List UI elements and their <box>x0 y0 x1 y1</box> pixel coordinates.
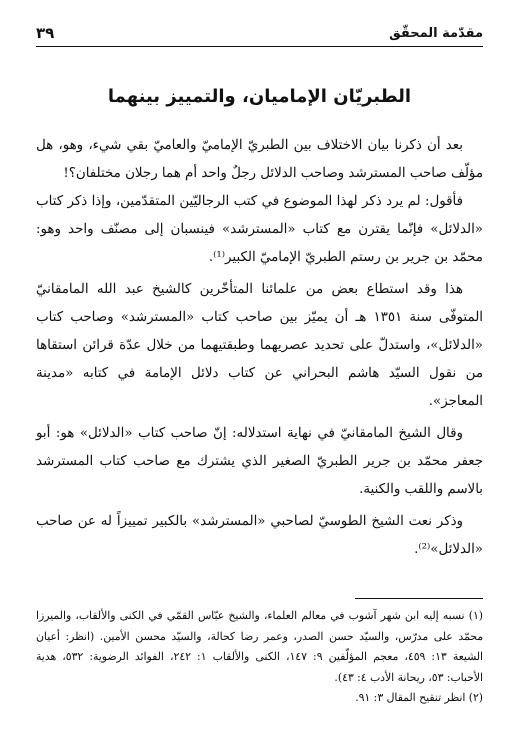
page-header <box>36 24 483 47</box>
paragraph: وقال الشيخ المامقانيّ في نهاية استدلاله: إنّ صاحب كتاب «الدلائل» هو: أبو جعفر محمّد بن جرير الطبريّ الصغير الذي يشترك مع صاحب كتاب المسترشد بالاسم واللقب والكنية. <box>36 426 483 497</box>
running-title: مقدّمة المحقّق <box>389 26 483 41</box>
paragraph: بعد أن ذكرنا بيان الاختلاف بين الطبريّ الإماميّ والعاميّ بقي شيء، وهو، هل مؤلّف صاحب المسترشد وصاحب الدلائل رجلٌ واحد أم هما رجلان مختلفان؟! <box>36 138 483 181</box>
body-text <box>36 132 483 564</box>
chapter-title: الطبريّان الإماميان، والتمييز بينهما <box>107 86 412 107</box>
footnote-divider <box>355 598 483 599</box>
paragraph: فأقول: لم يرد ذكر لهذا الموضوع في كتب الرجاليّين المتقدّمين، وإذا ذكر كتاب «الدلائل» فإنّما يقترن مع كتاب «المسترشد» فينسبان إلى مصنّف واحد وهو: محمّد بن جرير بن رستم الطبريّ الإماميّ الكبير⁽¹⁾. <box>36 194 483 265</box>
paragraph: هذا وقد استطاع بعض من علمائنا المتأخّرين كالشيخ عبد الله المامقانيّ المتوفّى سنة ١٣٥١ هـ أن يميّز بين صاحب كتاب «المسترشد» وصاحب كتاب «الدلائل»، واستدلّ على تحديد عصريهما وطبقتيهما من خلال عدّة قرائن استقاها من نقول السيّد هاشم البحراني عن كتاب دلائل الإمامة في كتابه «مدينة المعاجز». <box>36 282 483 409</box>
footnote: (١) نسبه إليه ابن شهر آشوب في معالم العلماء، والشيخ عبّاس القمّي في الكنى والألقاب، والميرزا محمّد على مدرّس، والسيّد حسن الصدر، وعمر رضا كحالة، والسيّد محسن الأمين. (انظر: أعيان الشيعة ١٣: ٤٥٩، معجم المؤلّفين ٩: ١٤٧، الكنى والألقاب ١: ٢٤٢، الفوائد الرضوية: ٥٣٢، هدية الأحباب: ٥٣، ريحانة الأدب ٤: ٤٣). <box>36 609 484 684</box>
page-number: ٣٩ <box>36 24 55 42</box>
paragraph: وذكر نعت الشيخ الطوسيّ لصاحبي «المسترشد» بالكبير تمييزاً له عن صاحب «الدلائل»⁽²⁾. <box>36 514 483 557</box>
footnotes <box>36 606 483 709</box>
footnote: (٢) انظر تنقيح المقال ٣: ٩١. <box>355 691 483 704</box>
